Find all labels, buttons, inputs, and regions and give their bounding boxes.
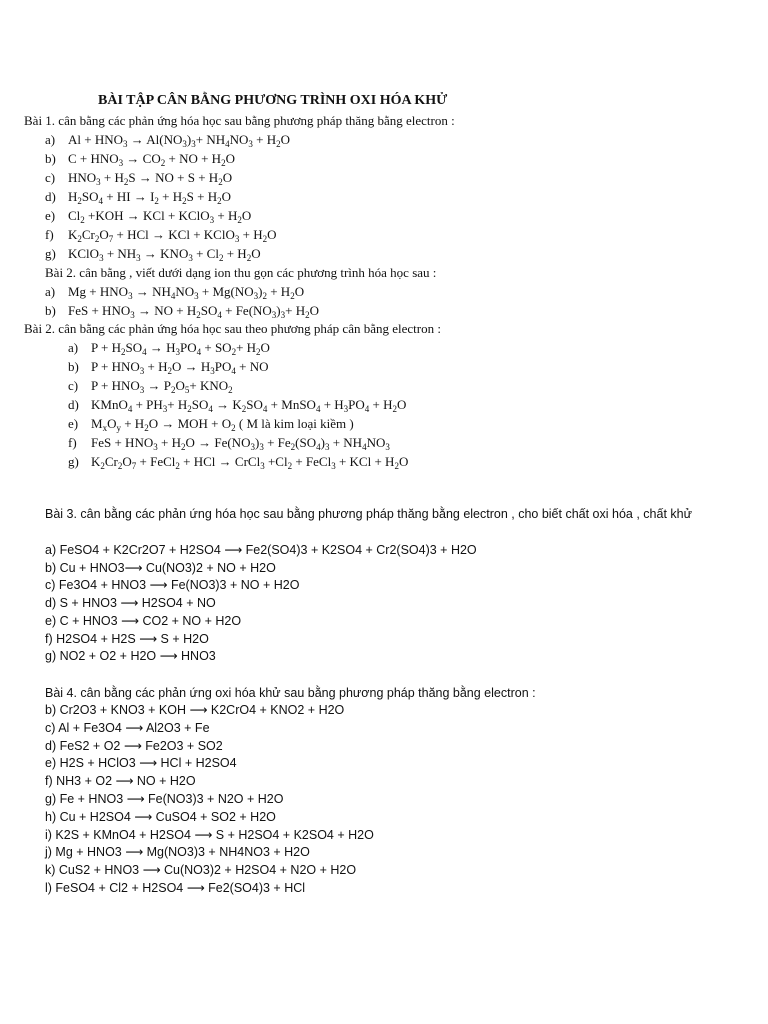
bai4-item: h) Cu + H2SO4 ⟶ CuSO4 + SO2 + H2O	[45, 809, 276, 824]
bai4-item: f) NH3 + O2 ⟶ NO + H2O	[45, 774, 196, 789]
bai1-item	[45, 131, 290, 149]
bai2b-item	[68, 339, 270, 357]
equation: $HNO_3 + H_2S$ → NO + $S + H_2O$	[68, 170, 233, 187]
item-label: b)	[45, 303, 56, 318]
bai2b-item	[68, 358, 269, 376]
equation: $K_2Cr_2O_7$ + FeCl$_2$ + HCl → CrCl$_3$ $+Cl_2$ + FeCl$_3$ + KCl + $H_2O$	[91, 454, 409, 471]
bai1-item	[45, 245, 261, 263]
item-label: e)	[68, 416, 79, 431]
bai1-item	[45, 169, 232, 187]
equation: $H_2SO_4$ + HI → $I_2 + H_2S + H_2O$	[68, 189, 231, 206]
bai3-item: c) Fe3O4 + HNO3 ⟶ Fe(NO3)3 + NO + H2O	[45, 578, 300, 593]
bai2b-item	[68, 377, 233, 395]
bai2a-heading: Bài 2. cân bằng , viết dưới dạng ion thu gọn các phương trình hóa học sau :	[45, 265, 437, 280]
bai4-item: g) Fe + HNO3 ⟶ Fe(NO3)3 + N2O + H2O	[45, 792, 284, 806]
bai1-heading: Bài 1. cân bằng các phản ứng hóa học sau bằng phương pháp thăng bằng electron :	[24, 113, 455, 128]
bai2a-item	[45, 302, 319, 320]
bai2b-item	[68, 396, 406, 414]
bai2b-item	[68, 434, 390, 452]
bai3-item: g) NO2 + O2 + H2O ⟶ HNO3	[45, 649, 216, 664]
equation: FeS + $HNO_3$ → NO + $H_2SO_4 + Fe(NO_3)_3+ H_2O$	[68, 303, 320, 320]
item-label: a)	[68, 340, 79, 355]
item-label: c)	[68, 378, 79, 393]
bai4-item: k) CuS2 + HNO3 ⟶ Cu(NO3)2 + H2SO4 + N2O + H2O	[45, 863, 357, 878]
equation: $M_xO_y + H_2O$ → MOH + $O_2$ ( M là kim loại kiềm )	[91, 416, 354, 433]
equation: $P + H_2SO_4 \to H_3PO_4 + SO_2+ H_2O$	[91, 340, 270, 357]
item-label: d)	[68, 397, 79, 412]
equation: $P + HNO_3 \to P_2O_5+ KNO_2$	[91, 378, 233, 395]
bai4-item: j) Mg + HNO3 ⟶ Mg(NO3)3 + NH4NO3 + H2O	[45, 845, 310, 860]
equation: FeS + $HNO_3 + H_2O \to Fe(NO_3)_3 + Fe_2(SO_4)_3 + NH_4NO_3$	[91, 435, 390, 452]
equation: $C + HNO_3 \to CO_2$ + NO + $H_2O$	[68, 151, 235, 168]
item-label: a)	[45, 132, 56, 147]
bai3-heading: Bài 3. cân bằng các phản ứng hóa học sau bằng phương pháp thăng bằng electron , cho biết chất oxi hóa , chất khử	[45, 507, 692, 521]
equation: $K_2Cr_2O_7$ + HCl → KCl + KClO$_3$ + $H_2O$	[68, 227, 277, 244]
item-label: g)	[45, 246, 56, 261]
bai3-item: d) S + HNO3 ⟶ H2SO4 + NO	[45, 596, 216, 611]
bai2b-item	[68, 453, 408, 471]
bai4-item: e) H2S + HClO3 ⟶ HCl + H2SO4	[45, 756, 237, 771]
bai4-item: b) Cr2O3 + KNO3 + KOH ⟶ K2CrO4 + KNO2 + H2O	[45, 703, 345, 717]
bai4-item: i) K2S + KMnO4 + H2SO4 ⟶ S + H2SO4 + K2SO4 + H2O	[45, 827, 374, 842]
bai1-item	[45, 207, 251, 225]
bai1-item	[45, 150, 235, 168]
page-title: BÀI TẬP CÂN BẰNG PHƯƠNG TRÌNH OXI HÓA KHỬ	[98, 93, 448, 108]
equation: $P + HNO_3 + H_2O \to H_3PO_4$ + NO	[91, 359, 269, 376]
equation: KClO$_3$ + $NH_3 \to KNO_3 + Cl_2 + H_2O$	[68, 246, 261, 263]
item-label: g)	[68, 454, 79, 469]
bai3-item: a) FeSO4 + K2Cr2O7 + H2SO4 ⟶ Fe2(SO4)3 + K2SO4 + Cr2(SO4)3 + H2O	[45, 543, 477, 557]
item-label: c)	[45, 170, 56, 185]
bai4-heading: Bài 4. cân bằng các phản ứng oxi hóa khử sau bằng phương pháp thăng bằng electron :	[45, 686, 536, 700]
item-label: f)	[68, 435, 77, 450]
bai4-item: c) Al + Fe3O4 ⟶ Al2O3 + Fe	[45, 720, 210, 735]
item-label: d)	[45, 189, 56, 204]
bai3-item: e) C + HNO3 ⟶ CO2 + NO + H2O	[45, 613, 242, 628]
bai3-item: b) Cu + HNO3⟶ Cu(NO3)2 + NO + H2O	[45, 560, 276, 575]
item-label: e)	[45, 208, 56, 223]
bai4-item: d) FeS2 + O2 ⟶ Fe2O3 + SO2	[45, 738, 223, 753]
item-label: b)	[45, 151, 56, 166]
item-label: a)	[45, 284, 56, 299]
equation: $Mg + HNO_3 \to NH_4NO_3 + Mg(NO_3)_2 + H_2O$	[68, 284, 305, 301]
bai2b-item	[68, 415, 354, 433]
equation: $Cl_2 +KOH$ → KCl + KClO$_3$ + $H_2O$	[68, 208, 252, 225]
equation: KMnO$_4$ + $PH_3+ H_2SO_4 \to K_2SO_4$ + MnSO$_4$ + $H_3PO_4 + H_2O$	[91, 397, 407, 414]
bai3-item: f) H2SO4 + H2S ⟶ S + H2O	[45, 631, 209, 646]
item-label: b)	[68, 359, 79, 374]
bai2b-heading: Bài 2. cân bằng các phản ứng hóa học sau theo phương pháp cân bằng electron :	[24, 321, 441, 336]
bai4-item: l) FeSO4 + Cl2 + H2SO4 ⟶ Fe2(SO4)3 + HCl	[45, 881, 306, 895]
bai2a-item	[45, 283, 304, 301]
bai1-item	[45, 226, 276, 244]
item-label: f)	[45, 227, 54, 242]
equation: $Al + HNO_3 \to Al(NO_3)_3+ NH_4NO_3 + H_2O$	[68, 132, 290, 149]
bai1-item	[45, 188, 231, 206]
